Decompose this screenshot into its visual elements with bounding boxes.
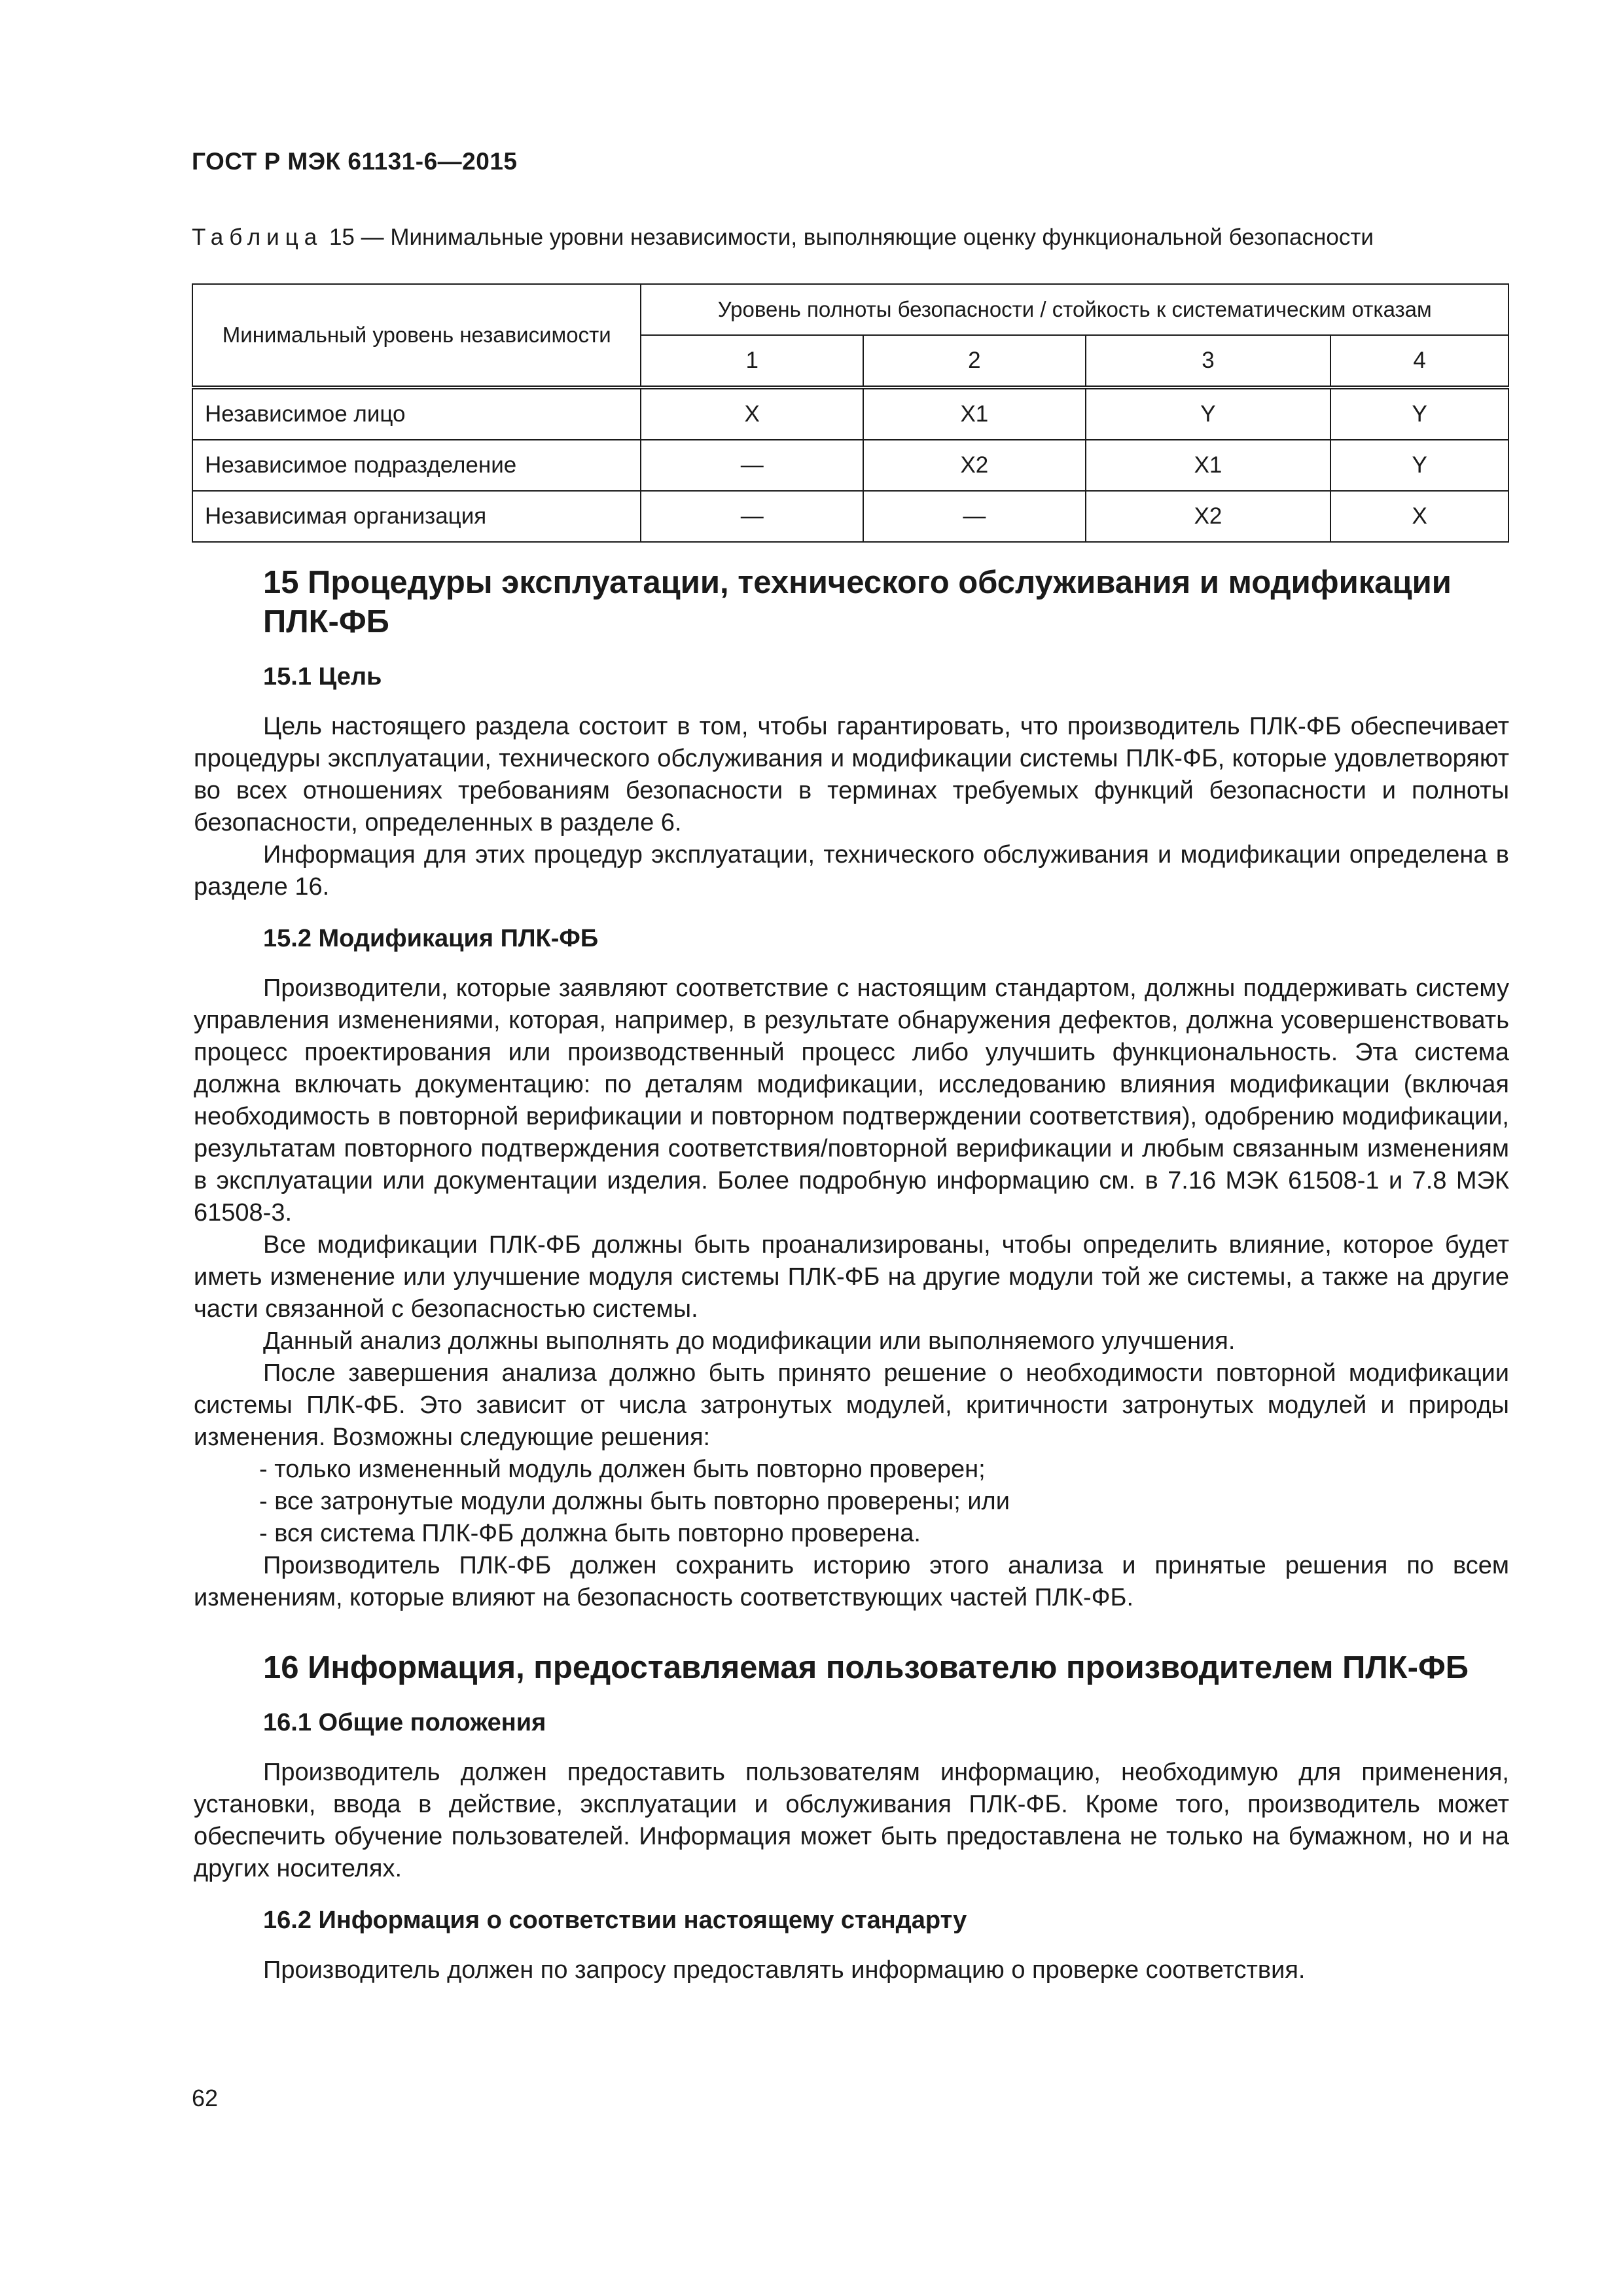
paragraph: Все модификации ПЛК-ФБ должны быть проанализированы, чтобы определить влияние, которое будет иметь изменение или улучшение модуля системы ПЛК-ФБ на другие модули той же системы, а также на другие части связанной с безопасностью системы.	[194, 1231, 1509, 1323]
table-cell: X	[1330, 491, 1508, 542]
table-cell: Y	[1086, 387, 1331, 440]
section-16-2-title: 16.2 Информация о соответствии настоящему стандарту	[263, 1907, 967, 1934]
list-item: - все затронутые модули должны быть повторно проверены; или	[259, 1488, 1010, 1515]
table-caption	[192, 224, 1374, 251]
section-16-title: 16 Информация, предоставляемая пользователю производителем ПЛК-ФБ	[263, 1650, 1469, 1685]
table-cell: X	[641, 387, 863, 440]
standard-header: ГОСТ Р МЭК 61131-6—2015	[192, 148, 518, 175]
table-cell: X1	[1086, 440, 1331, 491]
paragraph: После завершения анализа должно быть принято решение о необходимости повторной модификации системы ПЛК-ФБ. Это зависит от числа затронутых модулей, критичности затронутых модулей и природы изменения. Возможны следующие решения:	[194, 1359, 1509, 1451]
section-15-title: 15 Процедуры эксплуатации, технического обслуживания и модификации ПЛК-ФБ	[263, 565, 1452, 639]
paragraph: Производитель должен предоставить пользователям информацию, необходимую для применения, установки, ввода в действие, эксплуатации и обслуживания ПЛК-ФБ. Кроме того, производитель может обеспечить обучение пользователей. Информация может быть предоставлена не только на бумажном, но и на других носителях.	[194, 1759, 1509, 1882]
section-gap	[194, 1614, 1509, 1648]
paragraph: Данный анализ должны выполнять до модификации или выполняемого улучшения.	[263, 1327, 1236, 1355]
col-header-level: 1	[641, 335, 863, 387]
table-cell: —	[641, 491, 863, 542]
section-15-1-title: 15.1 Цель	[263, 663, 382, 691]
row-label: Независимая организация	[192, 491, 641, 542]
col-header-sil-group: Уровень полноты безопасности / стойкость к систематическим отказам	[641, 284, 1508, 335]
table-cell: X2	[1086, 491, 1331, 542]
section-15-2-title: 15.2 Модификация ПЛК-ФБ	[263, 925, 599, 952]
paragraph: Цель настоящего раздела состоит в том, чтобы гарантировать, что производитель ПЛК-ФБ обеспечивает процедуры эксплуатации, технического обслуживания и модификации системы ПЛК-ФБ, которые удовлетворяют во всех отношениях требованиям безопасности в терминах требуемых функций безопасности и полноты безопасности, определенных в разделе 6.	[194, 713, 1509, 836]
independence-table	[192, 283, 1509, 543]
table-cell: —	[863, 491, 1086, 542]
document-body	[194, 563, 1509, 1986]
paragraph: Производитель должен по запросу предоставлять информацию о проверке соответствия.	[263, 1956, 1306, 1984]
table-row	[192, 387, 1508, 440]
table-row	[192, 440, 1508, 491]
table-cell: —	[641, 440, 863, 491]
col-header-level: 2	[863, 335, 1086, 387]
row-label: Независимое подразделение	[192, 440, 641, 491]
paragraph: Информация для этих процедур эксплуатации, технического обслуживания и модификации определена в разделе 16.	[194, 841, 1509, 901]
table-row	[192, 491, 1508, 542]
table-caption-text: 15 — Минимальные уровни независимости, выполняющие оценку функциональной безопасности	[323, 224, 1374, 250]
list-item: - только измененный модуль должен быть повторно проверен;	[259, 1456, 986, 1483]
list-item: - вся система ПЛК-ФБ должна быть повторно проверена.	[259, 1520, 921, 1547]
table-cell: Y	[1330, 387, 1508, 440]
table-cell: Y	[1330, 440, 1508, 491]
col-header-level: 4	[1330, 335, 1508, 387]
col-header-level: 3	[1086, 335, 1331, 387]
paragraph: Производитель ПЛК-ФБ должен сохранить историю этого анализа и принятые решения по всем изменениям, которые влияют на безопасность соответствующих частей ПЛК-ФБ.	[194, 1552, 1509, 1611]
table-cell: X2	[863, 440, 1086, 491]
col-header-min-level: Минимальный уровень независимости	[192, 284, 641, 387]
table-caption-label: Таблица	[192, 224, 323, 250]
section-16-1-title: 16.1 Общие положения	[263, 1709, 546, 1736]
table-cell: X1	[863, 387, 1086, 440]
page-number: 62	[192, 2085, 219, 2111]
row-label: Независимое лицо	[192, 387, 641, 440]
paragraph: Производители, которые заявляют соответствие с настоящим стандартом, должны поддерживать систему управления изменениями, которая, например, в результате обнаружения дефектов, должна усовершенствовать процесс проектирования или производственный процесс либо улучшить функциональность. Эта система должна включать документацию: по деталям модификации, исследованию влияния модификации (включая необходимость в повторной верификации и повторном подтверждении соответствия), одобрению модификации, результатам повторного подтверждения соответствия/повторной верификации и любым связанным изменениям в эксплуатации или документации изделия. Более подробную информацию см. в 7.16 МЭК 61508-1 и 7.8 МЭК 61508-3.	[194, 975, 1509, 1227]
